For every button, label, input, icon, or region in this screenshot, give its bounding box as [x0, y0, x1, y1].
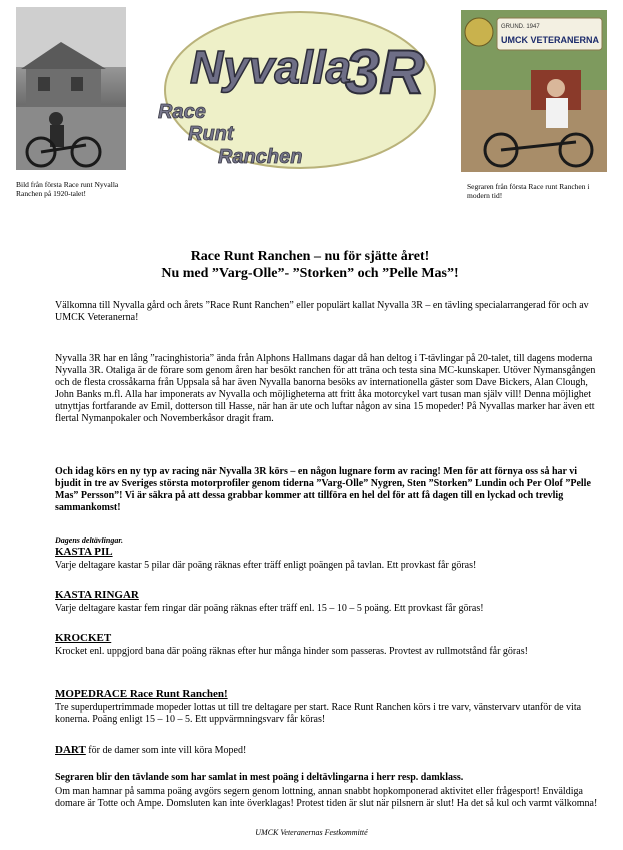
- section-title-krocket: KROCKET: [55, 632, 112, 644]
- logo-line3: Ranchen: [218, 146, 303, 168]
- left-photo-caption: Bild från första Race runt Nyvalla Ranchen på 1920-talet!: [16, 180, 119, 198]
- winner-photo: [461, 10, 607, 172]
- logo-line1: Race: [158, 101, 206, 123]
- events-subheading: Dagens deltävlingar.: [55, 536, 124, 545]
- logo-number-text: 3R: [345, 38, 425, 107]
- section-text-mopedrace: Tre superdupertrimmade mopeder lottas ut till tre deltagare per start. Race Runt Ranchen körs i tre varv, vänstervarv utanför de vita konerna. Poäng enligt 15 – 10 – 5. Ett uppvärmningsvarv får köras!: [55, 702, 582, 725]
- sign-year: GRUND. 1947: [501, 24, 540, 30]
- title-line-1: Race Runt Ranchen – nu för sjätte året!: [190, 249, 430, 264]
- historic-photo: [16, 7, 126, 170]
- section-title-kasta-ringar: KASTA RINGAR: [55, 589, 139, 601]
- section-title-kasta-pil: KASTA PIL: [55, 546, 113, 558]
- title-line-2: Nu med ”Varg-Olle”- ”Storken” och ”Pelle Mas”!: [161, 266, 459, 281]
- winner-rule: Segraren blir den tävlande som har samlat in mest poäng i deltävlingarna i herr resp. damklass.: [55, 772, 464, 783]
- winner-text: Om man hamnar på samma poäng avgörs segern genom lottning, annan snabbt hopkomponerad aktivitet eller frågesport! Enväldiga domare är Totte och Ampe. Domsluten kan inte överklagas! Protest tiden är slut när pilsnern är slut! Ha det så kul och varmt välkomna!: [55, 786, 598, 809]
- section-title-dart: DART: [55, 744, 86, 756]
- logo-line2: Runt: [188, 123, 234, 145]
- section-text-krocket: Krocket enl. uppgjord bana där poäng räknas efter hur många hinder som passeras. Provtest av rullmotstånd får göras!: [55, 646, 528, 657]
- section-text-kasta-ringar: Varje deltagare kastar fem ringar där poäng räknas efter träff enl. 15 – 10 – 5 poäng. Ett provkast får göras!: [55, 603, 484, 614]
- nyvalla-3r-logo: [150, 8, 450, 173]
- history-paragraph: Nyvalla 3R har en lång ”racinghistoria” ända från Alphons Hallmans dagar då han deltog i T-tävlingar på 20-talet, till dagens moderna Nyvalla 3R. Otaliga är de förare som genom åren har besökt ranchen för att träna och testa sina MC-kunskaper. Utöver Nymansgången och de flesta crossåkarna från Uppsala så har även Nyvalla banorna besöks av internationella gäster som Dave Bickers, Alan Clough, John Banks m.fl. Alla har imponerats av Nyvalla och möjligheterna att fritt åka motorcykel vart tusan man själv vill! Denna möjlighet utnyttjas fortfarande av Emil, dotterson till Hasse, när han är ute och luftar någon av sina 15 mopeder! På Nyvallas marker har även ett flertal Nymanpokaler och Novemberkåsor dragit fram.: [55, 353, 596, 424]
- footer-signature: UMCK Veteranernas Festkommitté: [255, 828, 368, 837]
- section-title-mopedrace: MOPEDRACE Race Runt Ranchen!: [55, 688, 228, 700]
- intro-paragraph: Välkomna till Nyvalla gård och årets ”Race Runt Ranchen” eller populärt kallat Nyvalla 3R – en tävling specialarrangerad för och av UMCK Veteranerna!: [55, 300, 589, 323]
- section-dart: [55, 744, 605, 757]
- section-text-kasta-pil: Varje deltagare kastar 5 pilar där poäng räknas efter träff enligt poängen på tavlan. Ett provkast får göras!: [55, 560, 477, 571]
- sign-text: UMCK VETERANERNA: [501, 35, 600, 45]
- logo-main-text: Nyvalla: [190, 41, 352, 93]
- announcement-paragraph: Och idag körs en ny typ av racing när Nyvalla 3R körs – en någon lugnare form av racing! Men för att förnya oss så har vi bjudit in tre av Sveriges största motorprofiler genom tiderna ”Varg-Olle” Nygren, Sten ”Storken” Lundin och Per Olof ”Pelle Mas” Persson”! Vi är säkra på att dessa grabbar kommer att tillföra en hel del för att få dagen till en lyckad och trevlig sammankomst!: [55, 466, 591, 513]
- right-photo-caption: Segraren från första Race runt Ranchen i modern tid!: [467, 182, 590, 200]
- section-text-dart: för de damer som inte vill köra Moped!: [88, 745, 247, 756]
